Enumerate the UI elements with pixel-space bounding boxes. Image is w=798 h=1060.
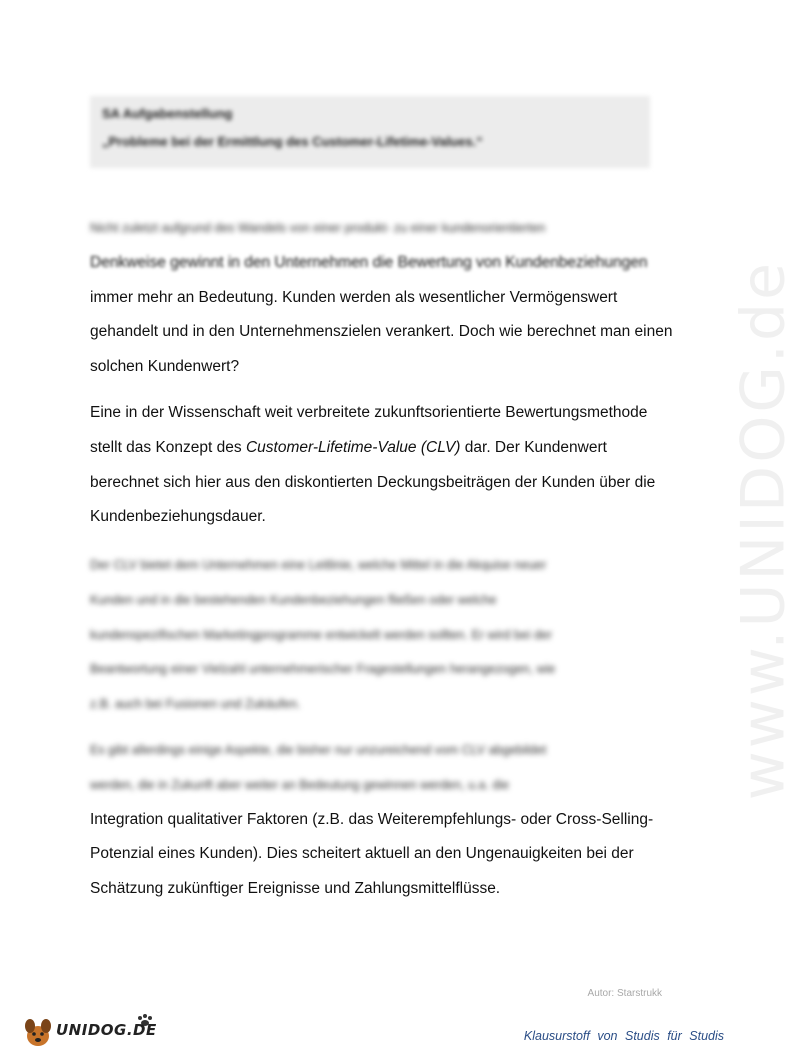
text-line: Schätzung zukünftiger Ereignisse und Zahlungsmittelflüsse. <box>90 880 501 898</box>
text-line: Der CLV bietet dem Unternehmen eine Leitlinie, welche Mittel in die Akquise neuer <box>90 558 547 572</box>
assignment-subtitle: „Probleme bei der Ermittlung des Customer-Lifetime-Values.“ <box>102 134 483 149</box>
text-segment: dar. Der Kundenwert <box>460 438 607 456</box>
text-line: Nicht zuletzt aufgrund des Wandels von einer produkt- zu einer kundenorientierten <box>90 221 546 235</box>
text-line: werden, die in Zukunft aber weiter an Bedeutung gewinnen werden, u.a. die <box>90 777 510 792</box>
paragraph-intro <box>90 211 673 385</box>
text-line: solchen Kundenwert? <box>90 358 240 376</box>
text-line: Potenzial eines Kunden). Dies scheitert aktuell an den Ungenauigkeiten bei der <box>90 845 634 863</box>
text-line: immer mehr an Bedeutung. Kunden werden als wesentlicher Vermögenswert <box>90 288 618 306</box>
paragraph-clv-usage <box>90 548 665 722</box>
text-line: Denkweise gewinnt in den Unternehmen die Bewertung von Kundenbeziehungen <box>90 253 648 271</box>
paragraph-clv-concept <box>90 396 665 535</box>
text-line: Beantwortung einer Vielzahl unternehmerischer Fragestellungen herangezogen, wie <box>90 662 556 677</box>
clv-term: Customer-Lifetime-Value (CLV) <box>245 438 461 456</box>
text-line: Eine in der Wissenschaft weit verbreitete zukunftsorientierte Bewertungsmethode <box>90 404 648 421</box>
text-line: Kunden und in die bestehenden Kundenbeziehungen fließen oder welche <box>90 592 497 607</box>
logo-text: UNIDOG.DE <box>56 1021 157 1039</box>
author-label: Autor: Starstrukk <box>587 988 662 999</box>
text-line: Integration qualitativer Faktoren (z.B. das Weiterempfehlungs- oder Cross-Selling- <box>90 810 654 828</box>
assignment-title: SA Aufgabenstellung <box>102 106 233 121</box>
text-line: Kundenbeziehungsdauer. <box>90 508 266 526</box>
text-line: Es gibt allerdings einige Aspekte, die bisher nur unzureichend vom CLV abgebildet <box>90 743 547 757</box>
text-line: kundenspezifischen Marketingprogramme entwickelt werden sollten. Er wird bei der <box>90 627 553 642</box>
watermark: www.UNIDOG.de <box>728 260 798 801</box>
text-line: gehandelt und in den Unternehmenszielen verankert. Doch wie berechnet man einen <box>90 323 673 341</box>
text-line: z.B. auch bei Fusionen und Zukäufen. <box>90 697 301 712</box>
paragraph-limitations <box>90 733 665 907</box>
text-line <box>90 431 665 466</box>
text-line: berechnet sich hier aus den diskontierten Deckungsbeiträgen der Kunden über die <box>90 473 656 491</box>
footer-tagline: Klausurstoff von Studis für Studis <box>523 1029 724 1043</box>
assignment-header <box>90 96 650 168</box>
text-segment: stellt das Konzept des <box>90 438 246 456</box>
